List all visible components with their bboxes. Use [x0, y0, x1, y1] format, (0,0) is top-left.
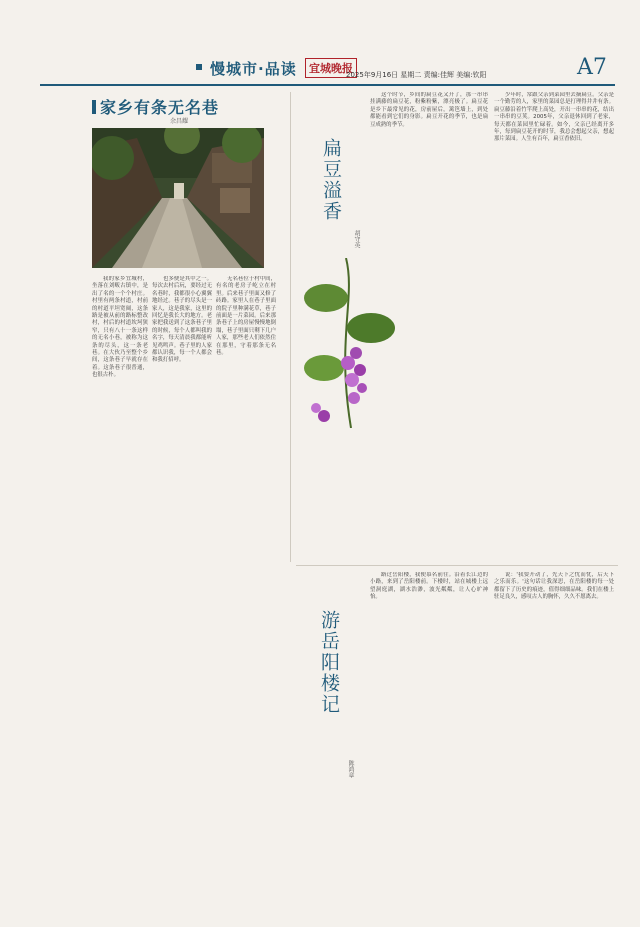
article1-col3 [216, 276, 276, 916]
article2-col2 [494, 92, 614, 562]
article3-para2: 说：'我要开动了，先天下之忧而忧，后天下之乐而乐。'这句话让我深思，在岳阳楼的每一处都留下了历史的痕迹，值得细细品味。我们在楼上驻足良久，感叹古人的胸怀，久久不愿离去。 [494, 572, 614, 601]
section-marker [196, 64, 202, 70]
page-number: A7 [577, 55, 607, 80]
article1-title: 家乡有条无名巷 [100, 98, 220, 117]
paper-logo: 宜城晚报 [305, 58, 357, 78]
article2-para1: 这个时节，乡间的扁豆花又开了，那一串串挂满藤的扁豆花，粉紫粉紫，漂亮极了。扁豆花是乡下最常见的花，房前屋后，篱笆墙上，到处都能看到它们的身影。扁豆开花的季节，也是扁豆成熟的季节。 [370, 92, 488, 128]
article2-author: 胡守英 [353, 230, 360, 248]
article3-col2 [494, 572, 614, 917]
title-marker [92, 100, 96, 114]
article3-para1: 路过岳阳楼，我便慕名前往。沿着长江边的小路，来到了岳阳楼前。下楼时，站在城楼上远望洞庭湖，湖水浩渺，波光粼粼，让人心旷神怡。 [370, 572, 488, 601]
section-title: 慢城市·品读 [210, 60, 297, 78]
article2-col1 [370, 92, 488, 562]
article3-col1 [370, 572, 488, 917]
article1-para3: 无名巷位于村中间，有名的老房子屹立在村里。后来巷子里面又修了砖路。家里人在巷子里面的院子里种满花草，巷子前面是一片菜园。后来那条巷子上的房屋慢慢地倒塌，巷子里面只剩下几户人家，那些老人们依然住在那里，守着那条无名巷。 [216, 276, 276, 357]
header-rule [40, 84, 615, 86]
article3-title: 游岳阳楼记 [318, 610, 340, 715]
issue-meta: 2025年9月16日 星期二 责编:佳辉 美编:钦阳 [346, 71, 487, 79]
article1-para1: 我的家乡宜城村，坐落在刘畈古镇中，是出了名的一个个村庄。村里有两条村道，村前的村道平坦宽阔，这条路是被从前的路标整改村，村后的村道坎坷狭窄，只有八十一条这样的无名小巷，被称为这条的尽头，这一条老巷。在大伙乃至整个乡间，这条巷子早就存在着。这条巷子很普通，也很古朴。 [92, 276, 148, 379]
article2-para2: 少年时，常跟父亲到菜园里去摘扁豆。父亲是一个勤劳的人，家里的菜园总是打理得井井有条。扁豆藤沿着竹竿爬上高处，开出一串串的花，结出一串串的豆荚。2005年，父亲退休回到了老家，每天都在菜园里忙碌着。如今，父亲已经离开多年，每到扁豆花开的时节，我总会想起父亲，想起那片菜园。人生有百年，扁豆香依旧。 [494, 92, 614, 143]
article1-col2 [152, 276, 212, 916]
article2-title: 扁豆溢香 [320, 138, 342, 222]
article1-para2: 也多便是其中之一。每次去村后玩，要经过无名巷时，我都很小心翼翼地经过。巷子的尽头是一家人，这是我家，这里的回忆是我长大的地方。老家把我送到了这条巷子里的时候，每个人都叫我的名字，每天清晨我都能听见鸡鸣声。巷子里的人家都认识我，每一个人都会和我打招呼。 [152, 276, 212, 364]
alley-photo [92, 128, 264, 268]
article1-col1 [92, 276, 148, 916]
section-divider [296, 565, 618, 566]
article3-author: 陈鸿章 [347, 760, 354, 778]
article1-author: 余昌耀 [170, 118, 189, 125]
column-divider [290, 92, 291, 562]
